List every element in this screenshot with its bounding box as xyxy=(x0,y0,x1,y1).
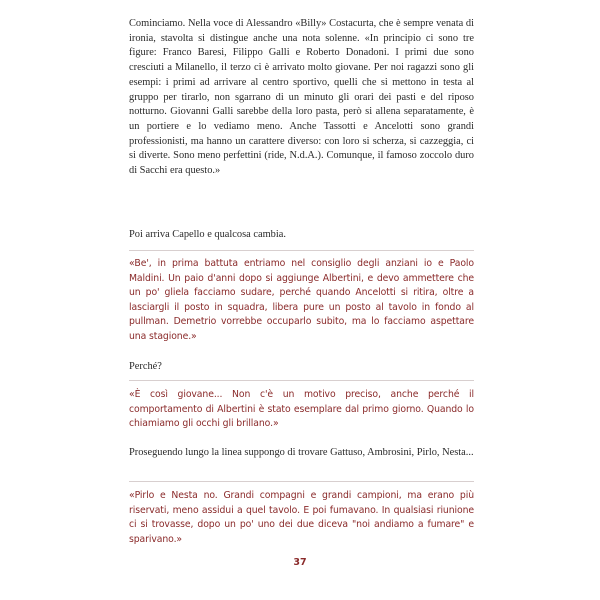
divider-1 xyxy=(129,250,474,251)
question-3: Proseguendo lungo la linea suppongo di trovare Gattuso, Ambrosini, Pirlo, Nesta... xyxy=(129,447,474,458)
intro-paragraph: Cominciamo. Nella voce di Alessandro «Billy» Costacurta, che è sempre venata di ironia, stavolta si distingue anche una nota solenne. «In principio ci sono tre figure: Franco Baresi, Filippo Galli e Roberto Donadoni. I primi due sono cresciuti a Milanello, il terzo ci è arrivato molto giovane. Per noi ragazzi sono gli esempi: i primi ad arrivare al centro sportivo, quelli che si mettono in testa al gruppo per tirarlo, non sgarrano di un minuto gli orari dei pasti e del riposo notturno. Giovanni Galli sarebbe della loro pasta, però si allena separatamente, è un portiere e lo vediamo meno. Anche Tassotti e Ancelotti sono grandi professionisti, ma hanno un carattere diverso: con loro si scherza, si cazzeggia, ci si diverte. Sono meno perfettini (ride, N.d.A.). Comunque, il famoso zoccolo duro di Sacchi era questo.» xyxy=(129,18,474,177)
page-number: 37 xyxy=(293,557,307,568)
answer-1: «Be', in prima battuta entriamo nel consiglio degli anziani io e Paolo Maldini. Un paio d'anni dopo si aggiunge Albertini, e devo ammettere che un po' gliela facciamo sudare, perché quando Ancelotti si ritira, oltre a lasciargli il posto in squadra, libera pure un posto al tavolo in fondo al pullman. Demetrio vorrebbe occuparlo subito, ma lo facciamo aspettare una stagione.» xyxy=(129,258,474,342)
divider-3 xyxy=(129,481,474,482)
divider-2 xyxy=(129,380,474,381)
question-1: Poi arriva Capello e qualcosa cambia. xyxy=(129,229,286,240)
answer-3: «Pirlo e Nesta no. Grandi compagni e grandi campioni, ma erano più riservati, meno assidui a quel tavolo. E poi fumavano. In qualsiasi riunione ci si trovasse, dopo un po' uno dei due diceva "noi andiamo a fumare" e sparivano.» xyxy=(129,490,474,545)
answer-2: «È così giovane... Non c'è un motivo preciso, anche perché il comportamento di Albertini è stato esemplare dal primo giorno. Quando lo chiamiamo gli occhi gli brillano.» xyxy=(129,389,474,430)
question-2: Perché? xyxy=(129,361,162,372)
